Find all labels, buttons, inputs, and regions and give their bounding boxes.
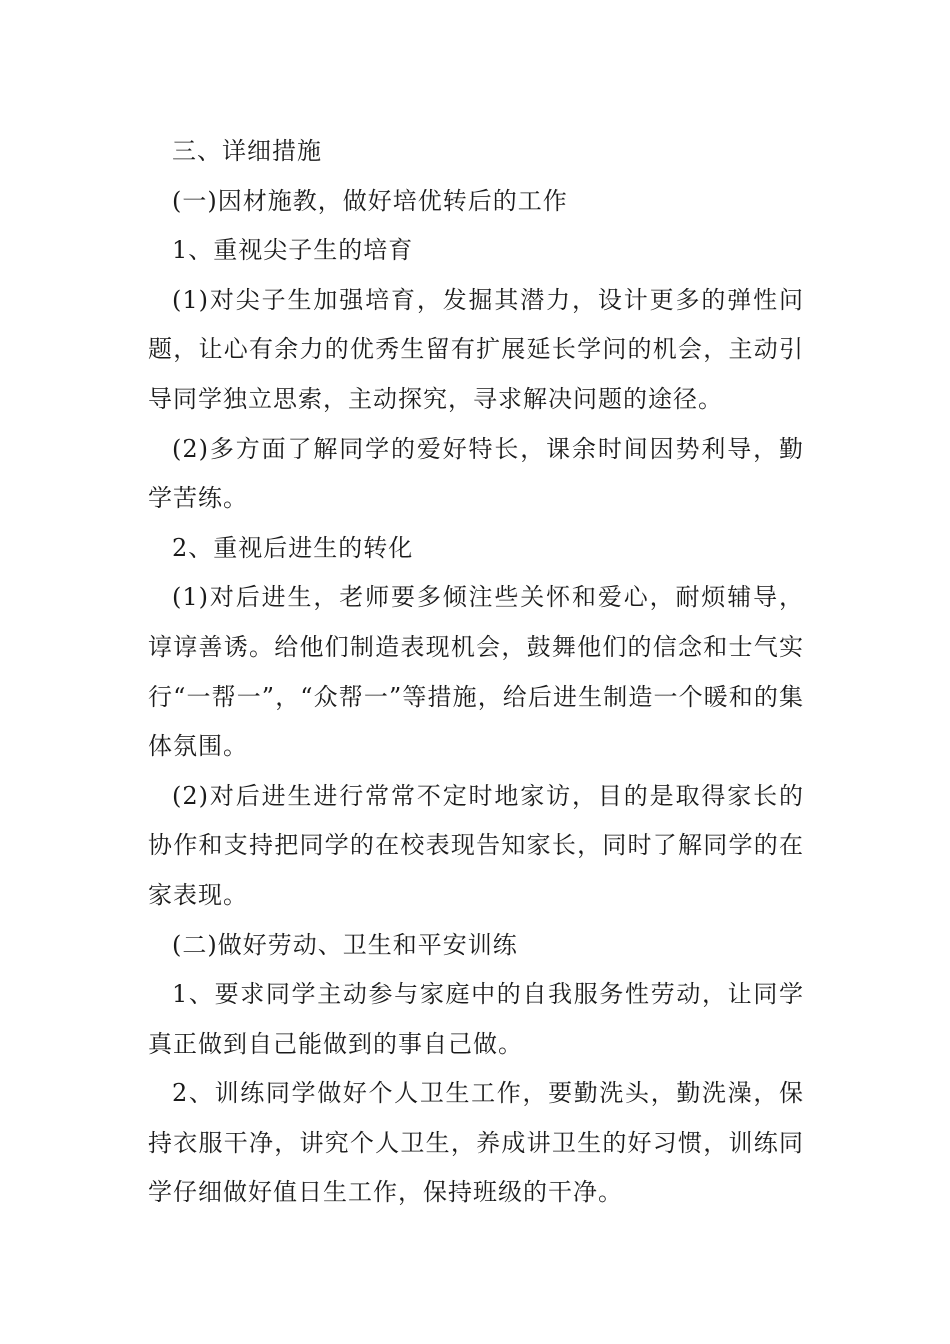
body-paragraph: 1、要求同学主动参与家庭中的自我服务性劳动，让同学真正做到自己能做到的事自己做。 — [148, 980, 804, 1058]
body-paragraph: (2)多方面了解同学的爱好特长，课余时间因势利导，勤学苦练。 — [148, 434, 804, 513]
subsection-heading: (一)因材施教，做好培优转后的工作 — [172, 186, 568, 215]
item-heading: 2、重视后进生的转化 — [172, 533, 414, 562]
body-paragraph: (2)对后进生进行常常不定时地家访，目的是取得家长的协作和支持把同学的在校表现告知家长，同时了解同学的在家表现。 — [148, 781, 804, 909]
document-body — [148, 127, 804, 1218]
subsection-heading: (二)做好劳动、卫生和平安训练 — [172, 930, 518, 959]
item-heading: 1、重视尖子生的培育 — [172, 236, 414, 265]
body-paragraph: (1)对尖子生加强培育，发掘其潜力，设计更多的弹性问题，让心有余力的优秀生留有扩展延长学问的机会，主动引导同学独立思索，主动探究，寻求解决问题的途径。 — [148, 285, 804, 413]
section-heading: 三、详细措施 — [172, 137, 322, 165]
body-paragraph: (1)对后进生，老师要多倾注些关怀和爱心，耐烦辅导，谆谆善诱。给他们制造表现机会，鼓舞他们的信念和士气实行“一帮一”，“众帮一”等措施，给后进生制造一个暖和的集体氛围。 — [148, 583, 804, 761]
body-paragraph: 2、训练同学做好个人卫生工作，要勤洗头，勤洗澡，保持衣服干净，讲究个人卫生，养成讲卫生的好习惯，训练同学仔细做好值日生工作，保持班级的干净。 — [148, 1079, 804, 1207]
